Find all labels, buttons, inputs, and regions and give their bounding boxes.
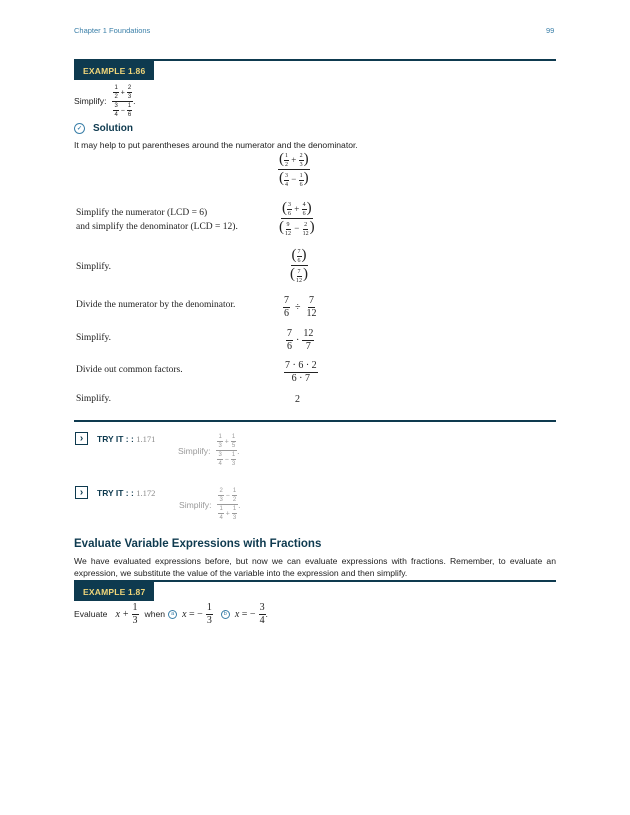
- example-187-label: EXAMPLE 1.87: [74, 582, 154, 601]
- section-title: Evaluate Variable Expressions with Fractions: [74, 538, 322, 550]
- section-paragraph: We have evaluated expressions before, but now we can evaluate expressions with fractions. Remember, to evaluate an expression, we substitute the value of the variable into the expression and then simplify.: [74, 556, 556, 578]
- step-6-result: 2: [295, 394, 300, 405]
- step-6-text: Simplify.: [76, 394, 112, 404]
- step-2-math: ( $\frac{7}{6}$ ) ( $\frac{7}{12}$ ): [290, 247, 308, 284]
- step-1-text: Simplify the numerator (LCD = 6) and simplify the denominator (LCD = 12).: [76, 208, 238, 232]
- chevron-right-icon[interactable]: ›: [75, 486, 88, 499]
- step-3-math: $\frac{7}{6}$ ÷ $\frac{7}{12}$: [284, 295, 317, 319]
- step-2-text: Simplify.: [76, 262, 112, 272]
- step-1-math: ( $\frac{3}{6}$ + $\frac{4}{6}$ ) ( $\frac{9}{12}$ − $\frac{2}{12}$ ): [279, 200, 315, 237]
- solution-intro: It may help to put parentheses around the numerator and the denominator.: [74, 140, 358, 150]
- step-5-math: $\frac{7 \cdot 6 \cdot 2}{6 \cdot 7}$: [285, 360, 317, 384]
- solution-heading: ✓ Solution: [74, 123, 133, 134]
- chapter-header: Chapter 1 Foundations: [74, 26, 151, 35]
- step-4-text: Simplify.: [76, 333, 112, 343]
- step-5-text: Divide out common factors.: [76, 365, 183, 375]
- try-it-1172-problem: Simplify: $\frac{2}{3}$ − $\frac{1}{2}$ $\frac{1}{4}$ + $\frac{1}{3}$ .: [179, 488, 241, 521]
- simplify-prompt: Simplify:: [74, 96, 107, 106]
- part-a-marker: a: [168, 610, 177, 619]
- part-b-marker: b: [221, 610, 230, 619]
- page-number: 99: [546, 26, 555, 35]
- example-186-problem: Simplify: $\frac{1}{2}$ + $\frac{2}{3}$ $\frac{3}{4}$ − $\frac{1}{6}$ .: [74, 84, 136, 118]
- step-0-math: ( $\frac{1}{2}$ + $\frac{2}{3}$ ) ( $\frac{3}{4}$ − $\frac{1}{6}$ ): [279, 151, 309, 188]
- complex-fraction: $\frac{1}{2}$ + $\frac{2}{3}$ $\frac{3}{4}$ − $\frac{1}{6}$: [114, 84, 132, 118]
- example-187-problem: Evaluate x + $\frac{1}{3}$ when a x = − $\frac{1}{3}$ b x = − $\frac{3}{4}$ .: [74, 601, 268, 626]
- chevron-right-icon[interactable]: ›: [75, 432, 88, 445]
- example-rule-bottom: [74, 420, 556, 422]
- step-4-math: $\frac{7}{6}$ · $\frac{12}{7}$: [287, 328, 314, 352]
- example-186-label: EXAMPLE 1.86: [74, 61, 154, 80]
- try-it-1171-label: TRY IT : : 1.171: [97, 434, 156, 444]
- step-3-text: Divide the numerator by the denominator.: [76, 300, 236, 310]
- check-circle-icon: ✓: [74, 123, 85, 134]
- try-it-1171-problem: Simplify: $\frac{1}{3}$ + $\frac{1}{5}$ $\frac{3}{4}$ − $\frac{1}{3}$ .: [178, 434, 240, 467]
- try-it-1172-label: TRY IT : : 1.172: [97, 488, 156, 498]
